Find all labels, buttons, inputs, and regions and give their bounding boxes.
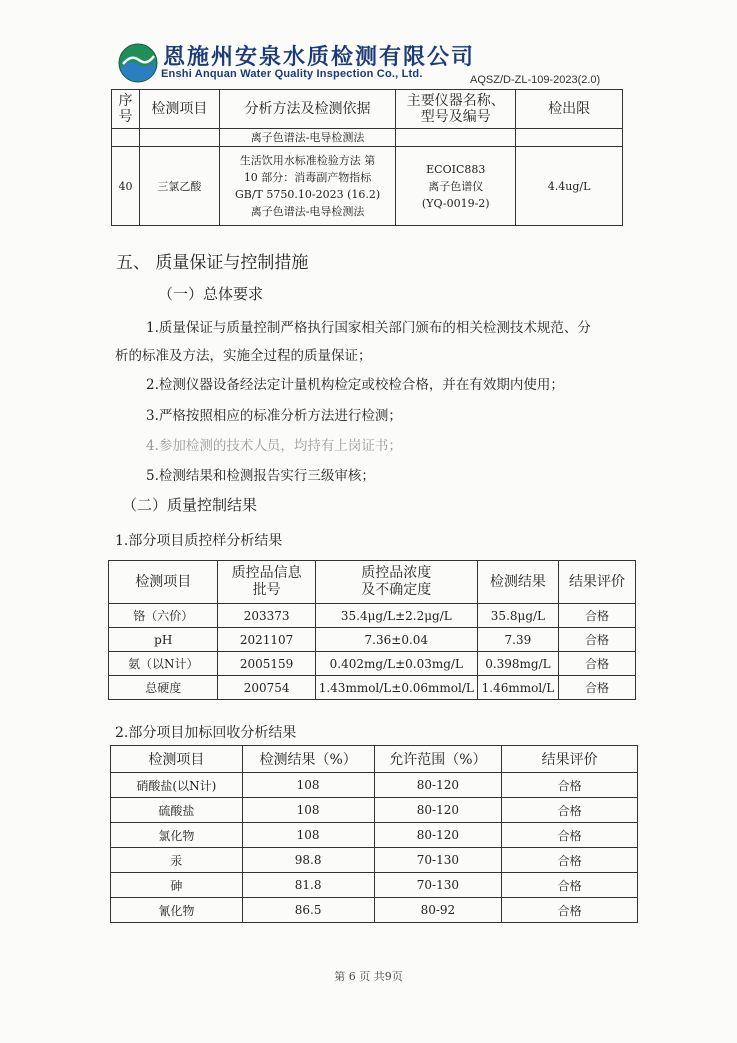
method-cell: 离子色谱法-电导检测法 (219, 129, 396, 147)
subsection-title: （二）质量控制结果 (122, 496, 258, 514)
col-header-no: 序号 (112, 90, 140, 129)
spike-table-header: 检测项目 检测结果（%） 允许范围（%） 结果评价 (111, 746, 638, 773)
table-row (112, 129, 623, 147)
table-row: 硝酸盐(以N计) 108 80-120 合格 (111, 773, 638, 798)
method-cell: 生活饮用水标准检验方法 第 10 部分：消毒副产物指标 GB/T 5750.10-2023 (16.2) 离子色谱法-电导检测法 (219, 147, 396, 226)
table-row (112, 147, 623, 226)
qc-table (108, 560, 636, 700)
spike-table-title: 2.部分项目加标回收分析结果 (115, 725, 297, 741)
limit-cell: 4.4ug/L (516, 147, 623, 226)
col-header-limit: 检出限 (516, 90, 623, 129)
subsection-title: （一）总体要求 (158, 285, 264, 303)
table-row: 氯化物 108 80-120 合格 (111, 823, 638, 848)
qc-table-header: 检测项目 质控品信息 批号 质控品浓度 及不确定度 检测结果 结果评价 (109, 561, 636, 604)
table-row: 硫酸盐 108 80-120 合格 (111, 798, 638, 823)
paragraph: 4.参加检测的技术人员，均持有上岗证书； (146, 438, 402, 454)
paragraph: 5.检测结果和检测报告实行三级审核； (146, 468, 375, 484)
company-name-cn: 恩施州安泉水质检测有限公司 (163, 44, 476, 70)
table-row: 汞 98.8 70-130 合格 (111, 848, 638, 873)
table-row: 氨（以N计） 2005159 0.402mg/L±0.03mg/L 0.398mg/L 合格 (109, 652, 636, 676)
page-number: 第 6 页 共9页 (334, 970, 403, 983)
table-row: 总硬度 200754 1.43mmol/L±0.06mmol/L 1.46mmol/L 合格 (109, 676, 636, 700)
paragraph: 析的标准及方法，实施全过程的质量保证； (115, 348, 372, 364)
paragraph: 1.质量保证与质量控制严格执行国家相关部门颁布的相关检测技术规范、分 (146, 320, 591, 336)
row-number: 40 (112, 147, 140, 226)
paragraph: 3.严格按照相应的标准分析方法进行检测； (146, 408, 402, 424)
method-table-header (112, 90, 623, 129)
col-header-method: 分析方法及检测依据 (219, 90, 396, 129)
paragraph: 2.检测仪器设备经法定计量机构检定或校检合格，并在有效期内使用； (146, 377, 564, 393)
table-row: 砷 81.8 70-130 合格 (111, 873, 638, 898)
qc-table-title: 1.部分项目质控样分析结果 (115, 533, 283, 549)
document-code: AQSZ/D-ZL-109-2023(2.0) (470, 74, 601, 86)
method-table (111, 89, 623, 226)
water-drop-wave-logo-icon (117, 42, 159, 84)
company-name-en: Enshi Anquan Water Quality Inspection Co., Ltd. (161, 68, 423, 80)
col-header-item: 检测项目 (139, 90, 219, 129)
instrument-cell: ECOIC883 离子色谱仪 (YQ-0019-2) (396, 147, 516, 226)
table-row: pH 2021107 7.36±0.04 7.39 合格 (109, 628, 636, 652)
spike-recovery-table (110, 745, 638, 923)
item-cell: 三氯乙酸 (139, 147, 219, 226)
table-row: 氰化物 86.5 80-92 合格 (111, 898, 638, 923)
section-title: 五、 质量保证与控制措施 (116, 253, 309, 273)
table-row: 铬（六价） 203373 35.4μg/L±2.2μg/L 35.8μg/L 合格 (109, 604, 636, 628)
col-header-instrument: 主要仪器名称、型号及编号 (396, 90, 516, 129)
